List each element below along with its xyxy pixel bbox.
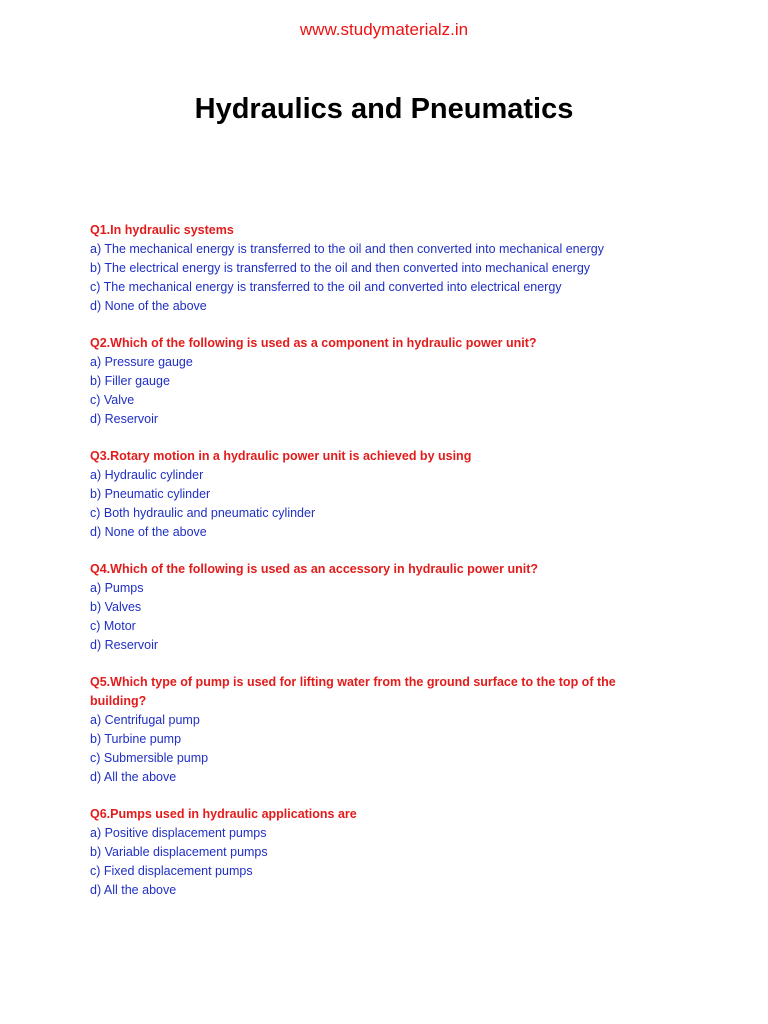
option-d: d) All the above (90, 770, 177, 784)
option-c: c) Submersible pump (90, 751, 209, 765)
option-b: b) Filler gauge (90, 374, 170, 388)
question-block-1 (90, 221, 710, 316)
option-b: b) The electrical energy is transferred to the oil and then converted into mechanical energy (90, 261, 591, 275)
option-c: c) Motor (90, 619, 136, 633)
question-text: Q2.Which of the following is used as a component in hydraulic power unit? (90, 336, 537, 350)
option-b: b) Variable displacement pumps (90, 845, 268, 859)
option-c: c) Fixed displacement pumps (90, 864, 253, 878)
option-b: b) Turbine pump (90, 732, 182, 746)
option-b: b) Pneumatic cylinder (90, 487, 211, 501)
option-d: d) None of the above (90, 299, 207, 313)
question-block-3 (90, 447, 710, 542)
question-block-6 (90, 805, 710, 900)
question-text: Q5.Which type of pump is used for lifting water from the ground surface to the top of the building? (90, 675, 616, 708)
option-a: a) Hydraulic cylinder (90, 468, 204, 482)
question-block-5 (90, 673, 710, 787)
option-a: a) Pumps (90, 581, 144, 595)
question-block-2 (90, 334, 710, 429)
question-text: Q1.In hydraulic systems (90, 223, 234, 237)
option-a: a) Positive displacement pumps (90, 826, 267, 840)
question-list (90, 221, 710, 918)
option-a: a) Pressure gauge (90, 355, 193, 369)
option-c: c) Both hydraulic and pneumatic cylinder (90, 506, 316, 520)
question-text: Q6.Pumps used in hydraulic applications are (90, 807, 357, 821)
option-d: d) Reservoir (90, 412, 159, 426)
document-title: Hydraulics and Pneumatics (194, 93, 574, 125)
question-block-4 (90, 560, 710, 655)
option-a: a) Centrifugal pump (90, 713, 200, 727)
site-link[interactable]: www.studymaterialz.in (299, 20, 469, 39)
option-b: b) Valves (90, 600, 142, 614)
option-a: a) The mechanical energy is transferred to the oil and then converted into mechanical energy (90, 242, 604, 256)
question-text: Q3.Rotary motion in a hydraulic power unit is achieved by using (90, 449, 472, 463)
option-c: c) The mechanical energy is transferred to the oil and converted into electrical energy (90, 280, 562, 294)
option-d: d) Reservoir (90, 638, 159, 652)
option-d: d) None of the above (90, 525, 207, 539)
option-c: c) Valve (90, 393, 135, 407)
option-d: d) All the above (90, 883, 177, 897)
question-text: Q4.Which of the following is used as an accessory in hydraulic power unit? (90, 562, 538, 576)
